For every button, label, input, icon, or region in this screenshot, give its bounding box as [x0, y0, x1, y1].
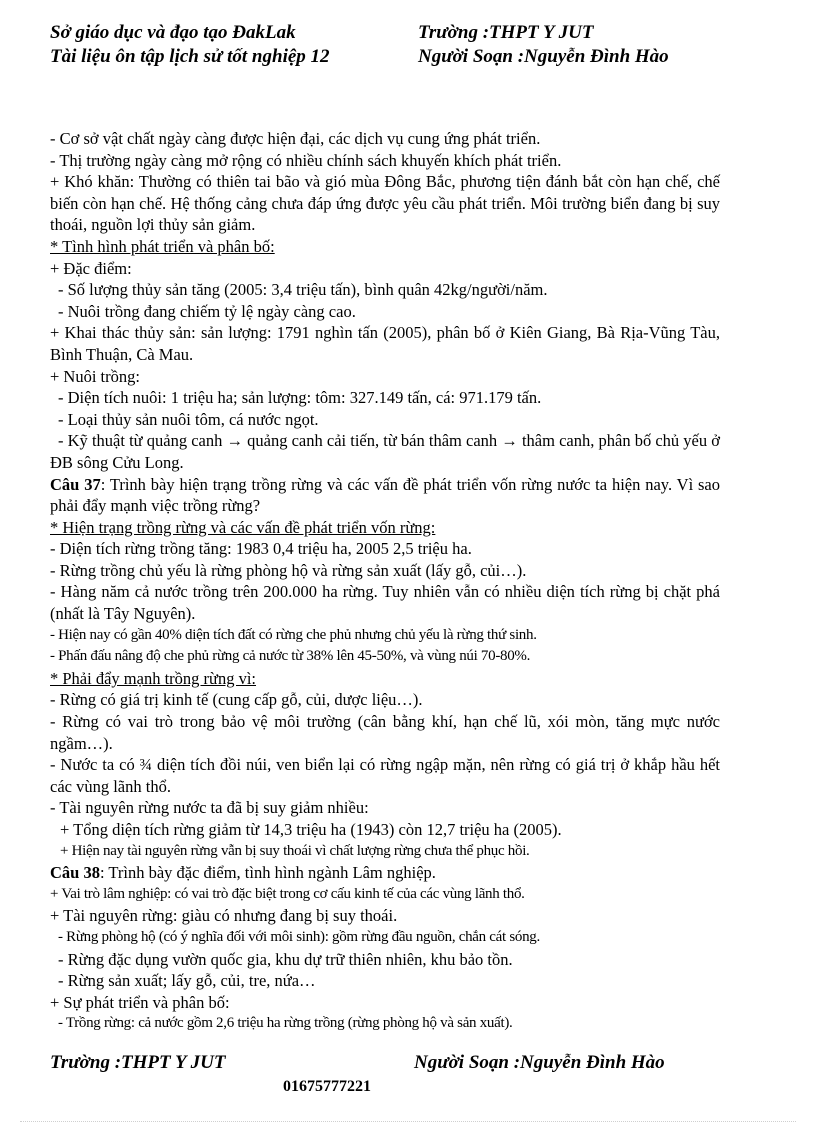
text-paragraph: - Rừng có vai trò trong bảo vệ môi trường (cân bằng khí, hạn chế lũ, xói mòn, tăng mực nước ngầm…).	[50, 712, 720, 753]
text-paragraph: + Khai thác thủy sản: sản lượng: 1791 nghìn tấn (2005), phân bố ở Kiên Giang, Bà Rịa-Vũng Tàu, Bình Thuận, Cà Mau.	[50, 323, 720, 364]
question-label: Câu 38	[50, 863, 100, 883]
text-paragraph: - Hàng năm cả nước trồng trên 200.000 ha rừng. Tuy nhiên vẫn có nhiều diện tích rừng bị chặt phá (nhất là Tây Nguyên).	[50, 582, 720, 624]
text-line: - Thị trường ngày càng mở rộng có nhiều chính sách khuyến khích phát triển.	[50, 150, 562, 170]
text-paragraph: - Kỹ thuật từ quảng canh → quảng canh cải tiến, từ bán thâm canh → thâm canh, phân bố chủ yếu ở ĐB sông Cửu Long.	[50, 431, 720, 472]
header-school-name: Trường :THPT Y JUT	[418, 22, 594, 43]
text-line: + Tổng diện tích rừng giảm từ 14,3 triệu ha (1943) còn 12,7 triệu ha (2005).	[60, 820, 562, 839]
text-line: - Diện tích nuôi: 1 triệu ha; sản lượng: tôm: 327.149 tấn, cá: 971.179 tấn.	[58, 388, 542, 408]
question-38	[50, 862, 720, 884]
text-line: + Nuôi trồng:	[50, 366, 140, 386]
header-school-department: Sở giáo dục và đạo tạo ĐakLak	[50, 22, 296, 43]
text-paragraph: - Nước ta có ¾ diện tích đồi núi, ven biển lại có rừng ngập mặn, nên rừng có giá trị ở khắp hầu hết các vùng lãnh thổ.	[50, 755, 720, 796]
text-line: - Rừng có giá trị kinh tế (cung cấp gỗ, củi, dược liệu…).	[50, 690, 423, 710]
text-line: - Hiện nay có gần 40% diện tích đất có rừng che phủ nhưng chủ yếu là rừng thứ sinh.	[50, 626, 537, 643]
text-line: - Tài nguyên rừng nước ta đã bị suy giảm nhiều:	[50, 798, 369, 818]
text-line: - Số lượng thủy sản tăng (2005: 3,4 triệu tấn), bình quân 42kg/người/năm.	[58, 280, 548, 300]
text-line: + Vai trò lâm nghiệp: có vai trò đặc biệt trong cơ cấu kinh tế của các vùng lãnh thổ.	[50, 885, 525, 902]
footer-author: Người Soạn :Nguyễn Đình Hào	[414, 1052, 665, 1073]
text-line: - Rừng đặc dụng vườn quốc gia, khu dự trữ thiên nhiên, khu bảo tồn.	[58, 949, 513, 969]
question-text: : Trình bày đặc điểm, tình hình ngành Lâm nghiệp.	[99, 863, 436, 883]
text-line: + Tài nguyên rừng: giàu có nhưng đang bị suy thoái.	[50, 906, 398, 926]
text-line: - Phấn đấu nâng độ che phủ rừng cả nước từ 38% lên 45-50%, và vùng núi 70-80%.	[50, 648, 531, 665]
header-document-title: Tài liệu ôn tập lịch sử tốt nghiệp 12	[50, 46, 330, 67]
text-line: - Rừng phòng hộ (có ý nghĩa đối với môi sinh): gồm rừng đầu nguồn, chắn cát sóng.	[58, 928, 540, 945]
question-37	[50, 474, 720, 517]
text-line: + Đặc điểm:	[50, 258, 132, 278]
text-line: - Cơ sở vật chất ngày càng được hiện đại, các dịch vụ cung ứng phát triển.	[50, 129, 541, 148]
text-line: - Diện tích rừng trồng tăng: 1983 0,4 triệu ha, 2005 2,5 triệu ha.	[50, 539, 472, 559]
header-author: Người Soạn :Nguyễn Đình Hào	[418, 46, 669, 67]
section-heading: * Phải đẩy mạnh trồng rừng vì:	[50, 668, 257, 688]
text-line: - Nuôi trồng đang chiếm tỷ lệ ngày càng cao.	[58, 301, 356, 321]
footer-school-name: Trường :THPT Y JUT	[50, 1052, 226, 1073]
document-body	[50, 128, 720, 1035]
question-text: : Trình bày hiện trạng trồng rừng và các vấn đề phát triển vốn rừng nước ta hiện nay. Vì sao phải đẩy mạnh việc trồng rừng?	[50, 474, 720, 516]
section-heading: * Tình hình phát triển và phân bố:	[50, 236, 275, 256]
text-line: + Sự phát triển và phân bố:	[50, 992, 230, 1012]
text-paragraph: + Khó khăn: Thường có thiên tai bão và gió mùa Đông Bắc, phương tiện đánh bắt còn hạn chế, chế biến còn hạn chế. Hệ thống cảng chưa đáp ứng được yêu cầu phát triển. Môi trường biển đang bị suy thoái, nguồn lợi thủy sản giảm.	[50, 172, 720, 235]
text-line: - Rừng sản xuất; lấy gỗ, củi, tre, nứa…	[58, 971, 316, 991]
text-line: - Trồng rừng: cả nước gồm 2,6 triệu ha rừng trồng (rừng phòng hộ và sản xuất).	[58, 1015, 513, 1032]
text-line: + Hiện nay tài nguyên rừng vẫn bị suy thoái vì chất lượng rừng chưa thể phục hồi.	[60, 842, 530, 859]
footer-phone-number: 01675777221	[283, 1078, 371, 1095]
page-bottom-divider	[20, 1121, 796, 1122]
text-line: - Rừng trồng chủ yếu là rừng phòng hộ và rừng sản xuất (lấy gỗ, củi…).	[50, 560, 527, 580]
question-label: Câu 37	[50, 474, 101, 494]
section-heading: * Hiện trạng trồng rừng và các vấn đề phát triển vốn rừng:	[50, 517, 436, 537]
text-line: - Loại thủy sản nuôi tôm, cá nước ngọt.	[58, 409, 319, 429]
